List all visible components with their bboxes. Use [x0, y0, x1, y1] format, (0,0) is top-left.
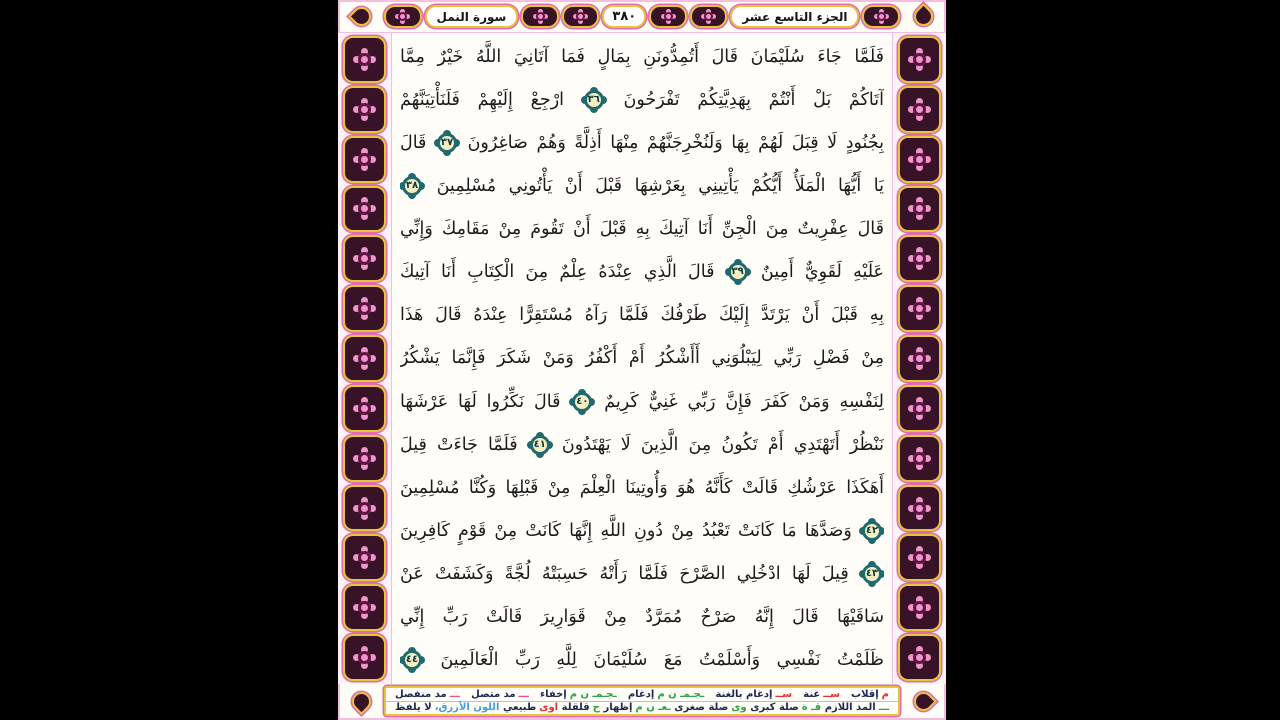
legend-key: ســ [775, 688, 793, 700]
legend-item [395, 702, 499, 713]
border-ornament [343, 385, 386, 432]
rosette-icon [913, 502, 926, 515]
quran-line [400, 36, 884, 78]
rosette-icon [913, 302, 926, 315]
rosette-icon [913, 202, 926, 215]
border-ornament [343, 534, 386, 581]
ayah-text: ارْجِعْ إِلَيْهِمْ فَلَنَأْتِيَنَّهُمْ [400, 90, 565, 111]
rosette-icon [877, 12, 886, 21]
rosette-icon [913, 53, 926, 66]
rosette-icon [913, 601, 926, 614]
border-ornament [898, 285, 941, 332]
rosette-icon [398, 12, 407, 21]
legend-label: صلة كبرى [750, 702, 799, 714]
ayah-text: بِهِ قَبْلَ أَنْ يَرْتَدَّ إِلَيْكَ طَرْفُكَ فَلَمَّا رَآهُ مُسْتَقِرًّا عِنْدَهُ قَالَ هَذَا [400, 305, 884, 326]
rosette-icon [913, 402, 926, 415]
quran-line [400, 553, 884, 595]
ayah-text: قِيلَ لَهَا ادْخُلِي الصَّرْحَ فَلَمَّا رَأَتْهُ حَسِبَتْهُ لُجَّةً وَكَشَفَتْ عَنْ [400, 563, 849, 584]
rosette-icon [358, 202, 371, 215]
legend-key: ـــ [518, 688, 529, 700]
legend-label: إدغام [627, 688, 655, 700]
legend-label: إدغام بالغنة [715, 688, 773, 700]
rosette-icon [358, 352, 371, 365]
legend-item [540, 689, 617, 700]
legend-item [562, 702, 600, 713]
legend-item [603, 702, 670, 713]
surah-title-cartouche [425, 5, 519, 28]
quran-line [400, 337, 884, 379]
header-medallion [690, 5, 728, 28]
legend-key: ســ [823, 688, 840, 700]
corner-heart-ornament [903, 686, 943, 716]
legend-label: صلة صغرى [674, 702, 729, 714]
header-medallion [521, 5, 559, 28]
rosette-icon [358, 53, 371, 66]
border-ornament [898, 634, 941, 681]
rosette-icon [704, 12, 713, 21]
ayah-text: وَصَدَّهَا مَا كَانَتْ تَعْبُدُ مِنْ دُونِ اللَّهِ إِنَّهَا كَانَتْ مِنْ قَوْمٍ كَافِرِينَ [400, 520, 852, 541]
legend-key: قـ ة [801, 702, 822, 714]
border-ornament [898, 584, 941, 631]
ayah-text: آتَاكُمْ بَلْ أَنْتُمْ بِهَدِيَّتِكُمْ تَفْرَحُونَ [623, 90, 884, 111]
surah-title: سورة النمل [436, 9, 507, 24]
juz-title-cartouche [730, 5, 859, 28]
heart-icon [910, 3, 937, 30]
header-medallion [862, 5, 900, 28]
header-medallion [384, 5, 422, 28]
legend-key: اوى [539, 702, 559, 714]
border-ornament [343, 36, 386, 83]
border-ornament [343, 86, 386, 133]
quran-line [400, 639, 884, 681]
rosette-icon [913, 452, 926, 465]
verse-number-badge: ٣٩ [728, 262, 748, 282]
ayah-text: فَلَمَّا جَاءَتْ قِيلَ [400, 434, 518, 455]
legend-label: مد متصل [471, 688, 516, 700]
border-ornament [343, 584, 386, 631]
rosette-icon [358, 153, 371, 166]
border-ornament [898, 86, 941, 133]
ayah-text: قَالَ عِفْرِيتٌ مِنَ الْجِنِّ أَنَا آتِيكَ بِهِ قَبْلَ أَنْ تَقُومَ مِنْ مَقَامِكَ وَإِنِّي [400, 219, 884, 240]
legend-key: ـجـمـ ن م [569, 688, 617, 700]
legend-item [674, 702, 746, 713]
rosette-icon [358, 252, 371, 265]
verse-number-badge: ٤٠ [572, 392, 592, 412]
border-ornament [898, 435, 941, 482]
legend-label: إظهار [603, 702, 633, 714]
legend-item [715, 689, 792, 700]
rosette-icon [358, 601, 371, 614]
rosette-icon [358, 103, 371, 116]
tajweed-legend [384, 686, 900, 716]
legend-label: قلقلة [561, 702, 590, 714]
corner-heart-ornament [341, 686, 381, 716]
quran-line [400, 510, 884, 552]
rosette-icon [358, 302, 371, 315]
ayah-text: أَهَكَذَا عَرْشُكِ قَالَتْ كَأَنَّهُ هُوَ وَأُوتِينَا الْعِلْمَ مِنْ قَبْلِهَا وَكُنَّا مُسْلِمِينَ [400, 477, 884, 498]
ayah-text: بِجُنُودٍ لَا قِبَلَ لَهُمْ بِهَا وَلَنُخْرِجَنَّهُمْ مِنْهَا أَذِلَّةً وَهُمْ صَاغِرُونَ [467, 133, 884, 154]
border-ornament [898, 235, 941, 282]
quran-line [400, 251, 884, 293]
legend-item [803, 689, 840, 700]
legend-key: اللون الأزرق، [434, 702, 500, 714]
legend-key: ح [592, 702, 600, 714]
border-ornament [343, 235, 386, 282]
rosette-icon [664, 12, 673, 21]
rosette-icon [358, 452, 371, 465]
legend-key: وى [731, 702, 747, 714]
legend-item [750, 702, 821, 713]
rosette-icon [913, 103, 926, 116]
quran-line [400, 79, 884, 121]
legend-label: مد منفصل [395, 688, 447, 700]
rosette-icon [913, 252, 926, 265]
verse-number-badge: ٤١ [530, 435, 550, 455]
ayah-text: مِنْ فَضْلِ رَبِّي لِيَبْلُوَنِي أَأَشْكُرُ أَمْ أَكْفُرُ وَمَنْ شَكَرَ فَإِنَّمَا يَشْكُرُ [400, 348, 884, 369]
rosette-icon [913, 551, 926, 564]
quran-line [400, 381, 884, 423]
legend-label: غنة [803, 688, 821, 700]
quran-line [400, 424, 884, 466]
quran-line [400, 596, 884, 638]
header-ornament-band [338, 0, 946, 33]
quran-text-area [392, 33, 892, 684]
footer-band [338, 684, 946, 720]
heart-icon [910, 688, 937, 715]
ayah-text: ظَلَمْتُ نَفْسِي وَأَسْلَمْتُ مَعَ سُلَيْمَانَ لِلَّهِ رَبِّ الْعَالَمِينَ [440, 649, 884, 670]
verse-number-badge: ٤٤ [402, 650, 422, 670]
quran-line [400, 165, 884, 207]
verse-number-badge: ٣٧ [437, 133, 457, 153]
ayah-text: يَا أَيُّهَا الْمَلَأُ أَيُّكُمْ يَأْتِينِي بِعَرْشِهَا قَبْلَ أَنْ يَأْتُونِي مُسْلِمِينَ [436, 176, 884, 197]
ayah-text: قَالَ [400, 133, 427, 154]
quran-line [400, 294, 884, 336]
page-number: ٣٨٠ [612, 9, 637, 24]
mushaf-page [338, 0, 946, 720]
ayah-text: قَالَ نَكِّرُوا لَهَا عَرْشَهَا [400, 391, 561, 412]
corner-heart-ornament [903, 5, 943, 29]
border-ornament [898, 36, 941, 83]
rosette-icon [913, 153, 926, 166]
legend-key: ـــ [878, 702, 889, 714]
border-ornament [343, 136, 386, 183]
rosette-icon [358, 402, 371, 415]
heart-icon [348, 688, 375, 715]
legend-key: ـــ [449, 688, 460, 700]
ayah-text: عَلَيْهِ لَقَوِيٌّ أَمِينٌ [760, 262, 884, 283]
legend-key: ـجـمـ ن م [657, 688, 705, 700]
corner-heart-ornament [341, 5, 381, 29]
legend-item [825, 702, 889, 713]
ayah-text: لِنَفْسِهِ وَمَنْ كَفَرَ فَإِنَّ رَبِّي غَنِيٌّ كَرِيمٌ [604, 391, 884, 412]
legend-item [503, 702, 558, 713]
border-ornament [343, 435, 386, 482]
ayah-text: قَالَ الَّذِي عِنْدَهُ عِلْمٌ مِنَ الْكِتَابِ أَنَا آتِيكَ [400, 262, 715, 283]
rosette-icon [536, 12, 545, 21]
quran-line [400, 208, 884, 250]
heart-icon [348, 3, 375, 30]
ayah-text: فَلَمَّا جَاءَ سُلَيْمَانَ قَالَ أَتُمِدُّونَنِ بِمَالٍ فَمَا آتَانِيَ اللَّهُ خَيْرٌ مِمَّا [400, 47, 884, 67]
verse-number-badge: ٣٦ [584, 90, 604, 110]
border-ornament [898, 385, 941, 432]
page-number-cartouche [602, 5, 646, 28]
border-ornament [343, 634, 386, 681]
rosette-icon [358, 651, 371, 664]
header-medallion [562, 5, 600, 28]
legend-label: طبيعي [502, 702, 537, 714]
legend-row [386, 701, 898, 715]
border-ornament [898, 534, 941, 581]
right-ornament-border [892, 33, 946, 684]
rosette-icon [576, 12, 585, 21]
legend-label: إقلاب [851, 688, 879, 700]
legend-item [851, 689, 889, 700]
legend-item [471, 689, 529, 700]
rosette-icon [358, 551, 371, 564]
verse-number-badge: ٤٢ [862, 521, 882, 541]
legend-key: ـعـ ن م [635, 702, 671, 714]
page-body [338, 33, 946, 684]
legend-row [386, 688, 898, 701]
border-ornament [343, 335, 386, 382]
border-ornament [343, 186, 386, 233]
border-ornament [898, 485, 941, 532]
quran-line [400, 122, 884, 164]
verse-number-badge: ٤٣ [862, 564, 882, 584]
legend-key: م [881, 688, 889, 700]
ayah-text: نَنْظُرْ أَتَهْتَدِي أَمْ تَكُونُ مِنَ الَّذِينَ لَا يَهْتَدُونَ [561, 434, 884, 455]
verse-number-badge: ٣٨ [402, 176, 422, 196]
legend-item [395, 689, 460, 700]
border-ornament [343, 285, 386, 332]
border-ornament [898, 335, 941, 382]
legend-label: إخفاء [540, 688, 567, 700]
juz-title: الجزء التاسع عشر [742, 9, 848, 24]
legend-label: المد اللازم [824, 702, 876, 714]
quran-line [400, 467, 884, 509]
header-medallion [649, 5, 687, 28]
ayah-text: سَاقَيْهَا قَالَ إِنَّهُ صَرْحٌ مُمَرَّدٌ مِنْ قَوَارِيرَ قَالَتْ رَبِّ إِنِّي [400, 606, 884, 627]
left-ornament-border [338, 33, 392, 684]
legend-item [628, 689, 704, 700]
border-ornament [898, 186, 941, 233]
rosette-icon [913, 352, 926, 365]
rosette-icon [913, 651, 926, 664]
legend-label: لا يلفظ [395, 702, 432, 714]
border-ornament [343, 485, 386, 532]
border-ornament [898, 136, 941, 183]
rosette-icon [358, 502, 371, 515]
